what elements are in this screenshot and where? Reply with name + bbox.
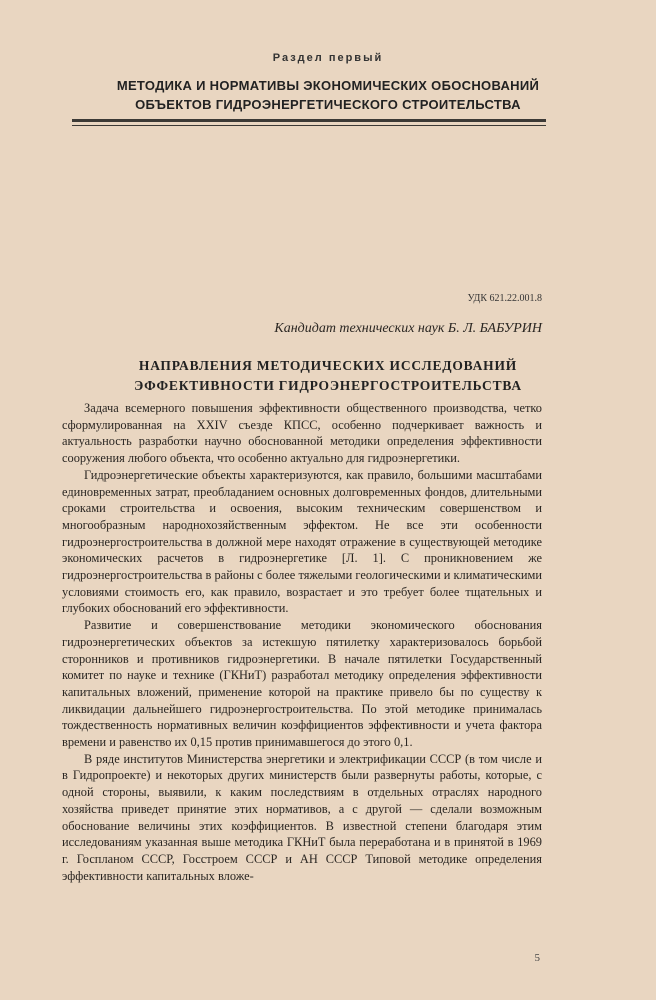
section-title [40,76,616,114]
page-number: 5 [534,952,540,964]
paragraph: Гидроэнергетические объекты характеризуются, как правило, большими масштабами единовременных затрат, преобладанием основных долговременных фондов, длительными сроками строительства и освоения, высоким техническим совершенством и многообразным народнохозяйственным эффектом. Не все эти особенности гидроэнергостроительства в должной мере находят отражение в существующей методике экономических расчетов в гидроэнергетике [Л. 1]. С проникновением же гидроэнергостроительства в районы с более тяжелыми геологическими и климатическими условиями стоимость его, как правило, возрастает и это требует более тщательных и глубоких обоснований его эффективности. [62,467,542,616]
section-divider-thick [72,119,546,122]
article-title-line-2: ЭФФЕКТИВНОСТИ ГИДРОЭНЕРГОСТРОИТЕЛЬСТВА [134,378,522,393]
paragraph: Задача всемерного повышения эффективности общественного производства, четко сформулированная на XXIV съезде КПСС, особенно подчеркивает важность и актуальность разработки научно обоснованной методики определения эффективности сооружения любого объекта, что особенно актуально для гидроэнергетики. [62,401,542,466]
section-label: Раздел первый [272,52,384,64]
section-title-line-2: ОБЪЕКТОВ ГИДРОЭНЕРГЕТИЧЕСКОГО СТРОИТЕЛЬСТВА [135,97,521,112]
article-title-line-1: НАПРАВЛЕНИЯ МЕТОДИЧЕСКИХ ИССЛЕДОВАНИЙ [138,358,518,373]
paragraph: В ряде институтов Министерства энергетики и электрификации СССР (в том числе и в Гидропроекте) и некоторых других министерств были развернуты работы, которые, с одной стороны, выявили, к каким последствиям в отдельных отраслях народного хозяйства приведет принятие этих нормативов, а с другой — сделали возможным обоснование величины этих коэффициентов. В известной степени благодаря этим исследованиям указанная выше методика ГКНиТ была переработана и в принятой в 1969 г. Госпланом СССР, Госстроем СССР и АН СССР Типовой методике определения эффективности капитальных вложе- [62,751,542,883]
article-title [40,356,616,396]
author-line: Кандидат технических наук Б. Л. БАБУРИН [274,321,542,336]
paragraph: Развитие и совершенствование методики экономического обоснования гидроэнергетических объектов за истекшую пятилетку характеризовалось борьбой сторонников и противников гидроэнергетики. В начале пятилетки Государственный комитет по науке и технике (ГКНиТ) разработал методику определения эффективности капитальных вложений, применение которой на практике привело бы по существу к ликвидации дальнейшего гидроэнергостроительства. По этой методике принималась тождественность нормативных величин коэффициентов эффективности и учета фактора времени и равенство их 0,15 против принимавшегося до этого 0,1. [62,618,542,750]
article-body [62,400,542,884]
udk-code: УДК 621.22.001.8 [467,293,542,304]
section-title-line-1: МЕТОДИКА И НОРМАТИВЫ ЭКОНОМИЧЕСКИХ ОБОСНОВАНИЙ [116,78,540,93]
section-divider-thin [72,125,546,126]
